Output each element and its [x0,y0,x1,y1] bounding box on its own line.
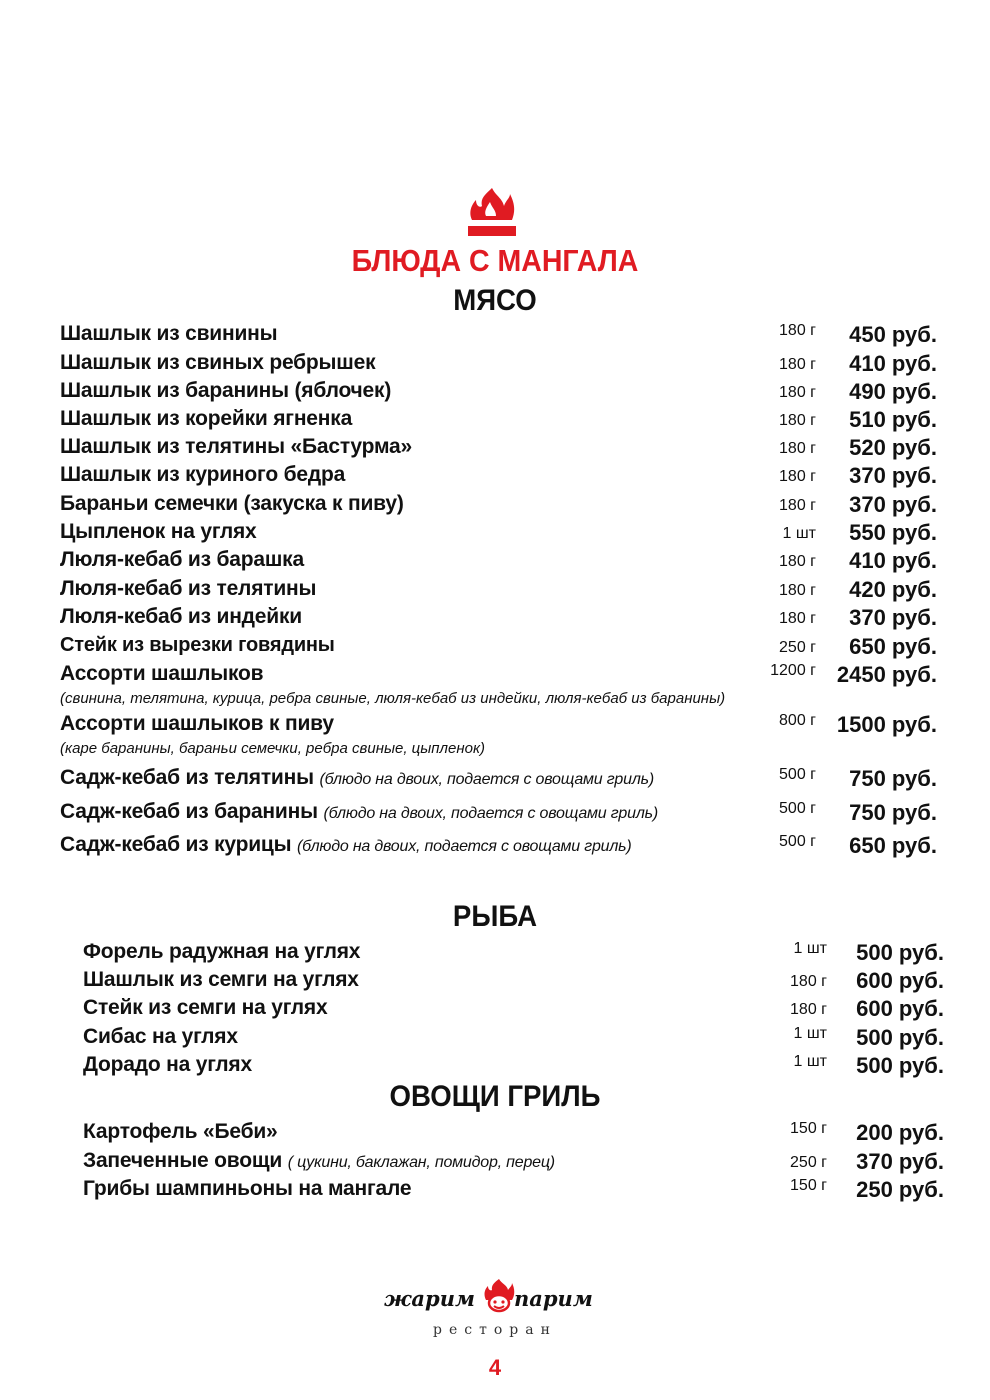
item-name: Бараньи семечки (закуска к пиву) [60,492,404,515]
item-composition: (каре баранины, бараньи семечки, ребра свиные, цыпленок) [60,740,486,757]
menu-item [0,1025,990,1053]
item-price: 750 руб. [849,766,937,791]
item-weight: 1 шт [793,1025,827,1042]
menu-item [0,322,990,350]
menu-item [0,800,990,828]
section-title-meat: МЯСО [453,284,537,317]
item-name: Сибас на углях [83,1025,238,1048]
item-name: Шашлык из куриного бедра [60,463,346,486]
item-weight: 180 г [790,1001,827,1018]
item-note: ( цукини, баклажан, помидор, перец) [287,1154,555,1171]
item-weight: 180 г [779,356,816,373]
menu-item [0,833,990,861]
item-weight: 500 г [779,800,816,817]
item-name: Стейк из вырезки говядины [60,634,335,656]
item-price: 370 руб. [849,492,937,517]
menu-item [0,1053,990,1081]
menu-item [0,548,990,576]
item-weight: 180 г [779,322,816,339]
menu-item [0,766,990,794]
item-name: Шашлык из баранины (яблочек) [60,379,392,402]
logo-subtitle: ресторан [433,1322,557,1338]
item-price: 370 руб. [849,605,937,630]
item-name: Шашлык из свинины [60,322,278,345]
item-name: Шашлык из телятины «Бастурма» [60,435,412,458]
item-name: Шашлык из корейки ягненка [60,407,353,430]
item-weight: 250 г [790,1154,827,1171]
item-price: 1500 руб. [836,712,937,737]
item-weight: 180 г [779,412,816,429]
section-title-fish: РЫБА [452,900,538,933]
item-name: Люля-кебаб из телятины [60,577,317,600]
item-weight: 180 г [779,610,816,627]
item-price: 450 руб. [849,322,937,347]
item-note: (блюдо на двоих, подается с овощами гриль) [323,805,658,822]
item-name: Люля-кебаб из индейки [60,605,303,628]
chef-flame-icon [482,1278,516,1314]
section-title-vegetables: ОВОЩИ ГРИЛЬ [389,1080,601,1113]
menu-item [0,577,990,605]
item-name: Дорадо на углях [83,1053,252,1076]
item-name: Картофель «Беби» [83,1120,278,1143]
item-name: Шашлык из семги на углях [83,968,359,991]
item-price: 600 руб. [856,996,944,1021]
item-price: 370 руб. [849,463,937,488]
item-price: 510 руб. [849,407,937,432]
item-name: Садж-кебаб из баранины (блюдо на двоих, подается с овощами гриль) [60,800,658,823]
item-name: Ассорти шашлыков [60,662,264,685]
item-name: Люля-кебаб из барашка [60,548,304,571]
item-weight: 800 г [779,712,816,729]
menu-item [0,605,990,633]
item-price: 750 руб. [849,800,937,825]
flame-icon [466,186,518,240]
item-weight: 180 г [779,553,816,570]
menu-item [0,351,990,379]
item-name: Запеченные овощи ( цукини, баклажан, помидор, перец) [83,1149,555,1172]
item-price: 370 руб. [856,1149,944,1174]
item-weight: 500 г [779,833,816,850]
menu-item [0,520,990,548]
menu-item [0,1120,990,1148]
menu-item [0,1177,990,1205]
item-price: 500 руб. [856,1053,944,1078]
logo-word-left: жарим [384,1286,475,1311]
menu-item [0,662,990,690]
item-name: Садж-кебаб из телятины (блюдо на двоих, подается с овощами гриль) [60,766,654,789]
item-note: (блюдо на двоих, подается с овощами гриль) [297,838,632,855]
item-price: 200 руб. [856,1120,944,1145]
item-weight: 1 шт [782,525,816,542]
item-weight: 180 г [790,973,827,990]
item-name: Грибы шампиньоны на мангале [83,1177,412,1200]
item-weight: 180 г [779,497,816,514]
menu-item [0,968,990,996]
page-title: БЛЮДА С МАНГАЛА [351,243,639,278]
item-weight: 1 шт [793,940,827,957]
item-name: Стейк из семги на углях [83,996,328,1019]
item-price: 2450 руб. [836,662,937,687]
item-weight: 1200 г [770,662,816,679]
menu-item [0,379,990,407]
item-composition: (свинина, телятина, курица, ребра свиные, люля-кебаб из индейки, люля-кебаб из баранины) [60,690,726,707]
item-price: 600 руб. [856,968,944,993]
item-weight: 180 г [779,384,816,401]
item-price: 650 руб. [849,634,937,659]
item-name: Садж-кебаб из курицы (блюдо на двоих, подается с овощами гриль) [60,833,632,856]
menu-item [0,996,990,1024]
item-weight: 180 г [779,582,816,599]
item-price: 250 руб. [856,1177,944,1202]
item-weight: 500 г [779,766,816,783]
item-price: 520 руб. [849,435,937,460]
item-weight: 150 г [790,1177,827,1194]
item-price: 410 руб. [849,548,937,573]
item-price: 410 руб. [849,351,937,376]
menu-item [0,463,990,491]
item-weight: 150 г [790,1120,827,1137]
item-weight: 250 г [779,639,816,656]
item-name: Цыпленок на углях [60,520,257,543]
item-price: 500 руб. [856,940,944,965]
item-price: 550 руб. [849,520,937,545]
item-price: 500 руб. [856,1025,944,1050]
item-price: 490 руб. [849,379,937,404]
item-name: Ассорти шашлыков к пиву [60,712,334,735]
logo-word-right: парим [514,1286,593,1311]
item-price: 650 руб. [849,833,937,858]
menu-item [0,940,990,968]
item-name: Шашлык из свиных ребрышек [60,351,376,374]
item-price: 420 руб. [849,577,937,602]
page-number: 4 [488,1355,502,1380]
menu-item [0,1149,990,1177]
item-note: (блюдо на двоих, подается с овощами гриль) [319,771,654,788]
menu-item [0,407,990,435]
item-weight: 180 г [779,440,816,457]
menu-item [0,492,990,520]
item-weight: 180 г [779,468,816,485]
restaurant-logo [380,1278,612,1322]
item-weight: 1 шт [793,1053,827,1070]
menu-item [0,712,990,740]
item-name: Форель радужная на углях [83,940,361,963]
menu-item [0,634,990,662]
menu-item [0,435,990,463]
